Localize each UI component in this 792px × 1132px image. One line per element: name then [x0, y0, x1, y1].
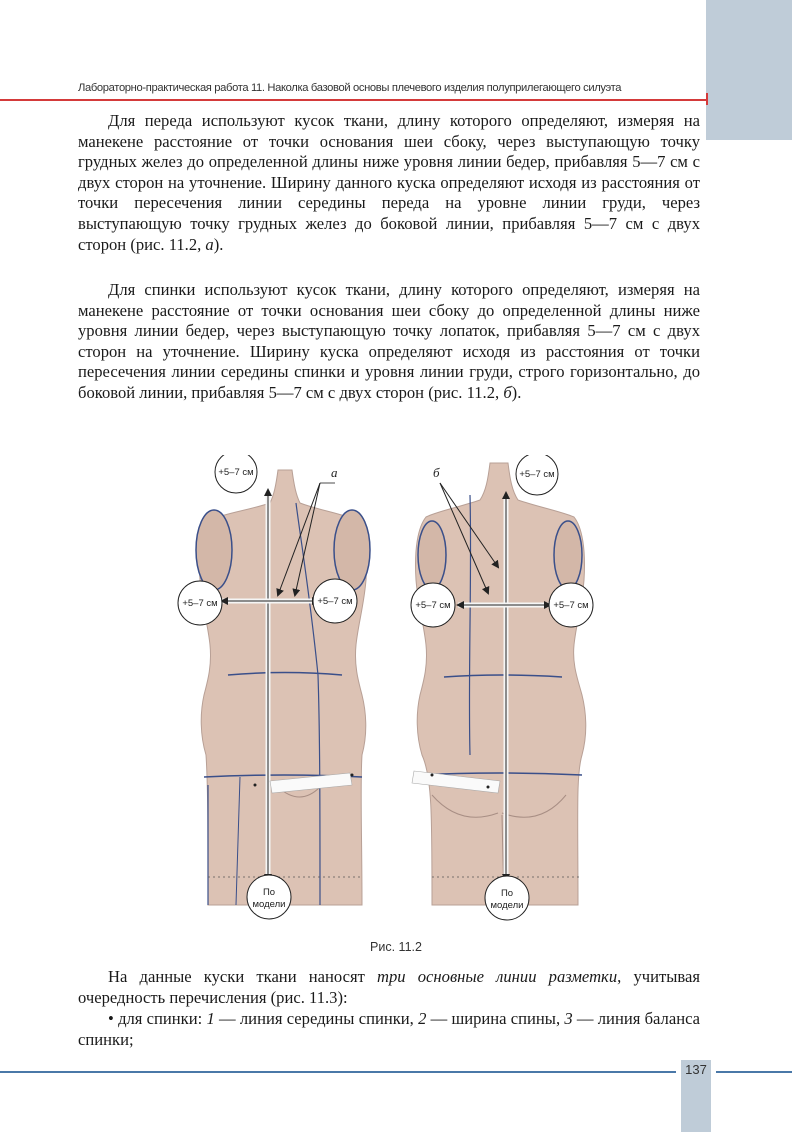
figure-letter-front: а — [331, 465, 338, 480]
svg-text:+5–7 см: +5–7 см — [218, 467, 254, 478]
header-tick — [706, 93, 708, 105]
side-tab-top — [706, 0, 792, 140]
bullet-back-lines: • для спинки: 1 — линия середины спинки, 2 — ширина спины, 3 — линия баланса спинки; — [78, 1009, 701, 1049]
front-mannequin — [196, 465, 370, 905]
allowance-callout-front-top — [215, 455, 257, 493]
paragraph-back-piece: Для спинки используют кусок ткани, длину которого определяют, измеряя на манекене расстояние от точки основания шеи сбоку до определенной длины ниже уровня линии бедер, через выступающую точку лопаток, прибавляя 5—7 см с двух сторон на уточнение. Ширину куска определяют исходя из расстояния от точки пересечения линии середины спинки и уровня линии груди, строго горизонтально, до боковой линии, прибавляя 5—7 см с двух сторон (рис. 11.2, б). — [78, 280, 700, 402]
back-mannequin — [412, 463, 589, 905]
svg-text:+5–7 см: +5–7 см — [182, 598, 218, 609]
header-rule — [0, 99, 708, 101]
footer-rule-right — [716, 1071, 792, 1073]
by-model-callout-back — [485, 876, 529, 920]
allowance-callout-back-top — [516, 455, 558, 495]
svg-text:+5–7 см: +5–7 см — [519, 469, 555, 480]
svg-text:модели: модели — [252, 899, 286, 910]
svg-text:+5–7 см: +5–7 см — [553, 600, 589, 611]
paragraph-front-piece: Для переда используют кусок ткани, длину которого определяют, измеряя на манекене расстояние от точки основания шеи сбоку, через выступающую точку грудных желез до определенной длины ниже уровня линии бедер, прибавляя 5—7 см с двух сторон на уточнение. Ширину данного куска определяют исходя из расстояния от точки пересечения линии середины переда на уровне линии груди, через выступающую точку грудных желез до боковой линии, прибавляя 5—7 см с двух сторон (рис. 11.2, а). — [78, 111, 700, 254]
figure-caption: Рис. 11.2 — [370, 940, 422, 954]
figure-letter-back: б — [433, 465, 440, 480]
svg-text:По: По — [500, 888, 514, 899]
svg-text:+5–7 см: +5–7 см — [317, 596, 353, 607]
svg-text:По: По — [262, 887, 276, 898]
allowance-callout-front-right — [313, 579, 357, 623]
by-model-callout-front — [247, 875, 291, 919]
allowance-callout-back-left — [411, 583, 455, 627]
mannequin-figure — [170, 455, 610, 925]
page-number: 137 — [685, 1062, 707, 1077]
svg-text:модели: модели — [490, 900, 524, 911]
allowance-callout-back-right — [549, 583, 593, 627]
footer-rule-left — [0, 1071, 676, 1073]
svg-text:+5–7 см: +5–7 см — [415, 600, 451, 611]
allowance-callout-front-left — [178, 581, 222, 625]
paragraph-marking-lines: На данные куски ткани наносят три основные линии разметки, учитывая очередность перечисления (рис. 11.3): — [78, 967, 700, 1007]
running-header: Лабораторно-практическая работа 11. Наколка базовой основы плечевого изделия полуприлегающего силуэта — [78, 82, 622, 94]
